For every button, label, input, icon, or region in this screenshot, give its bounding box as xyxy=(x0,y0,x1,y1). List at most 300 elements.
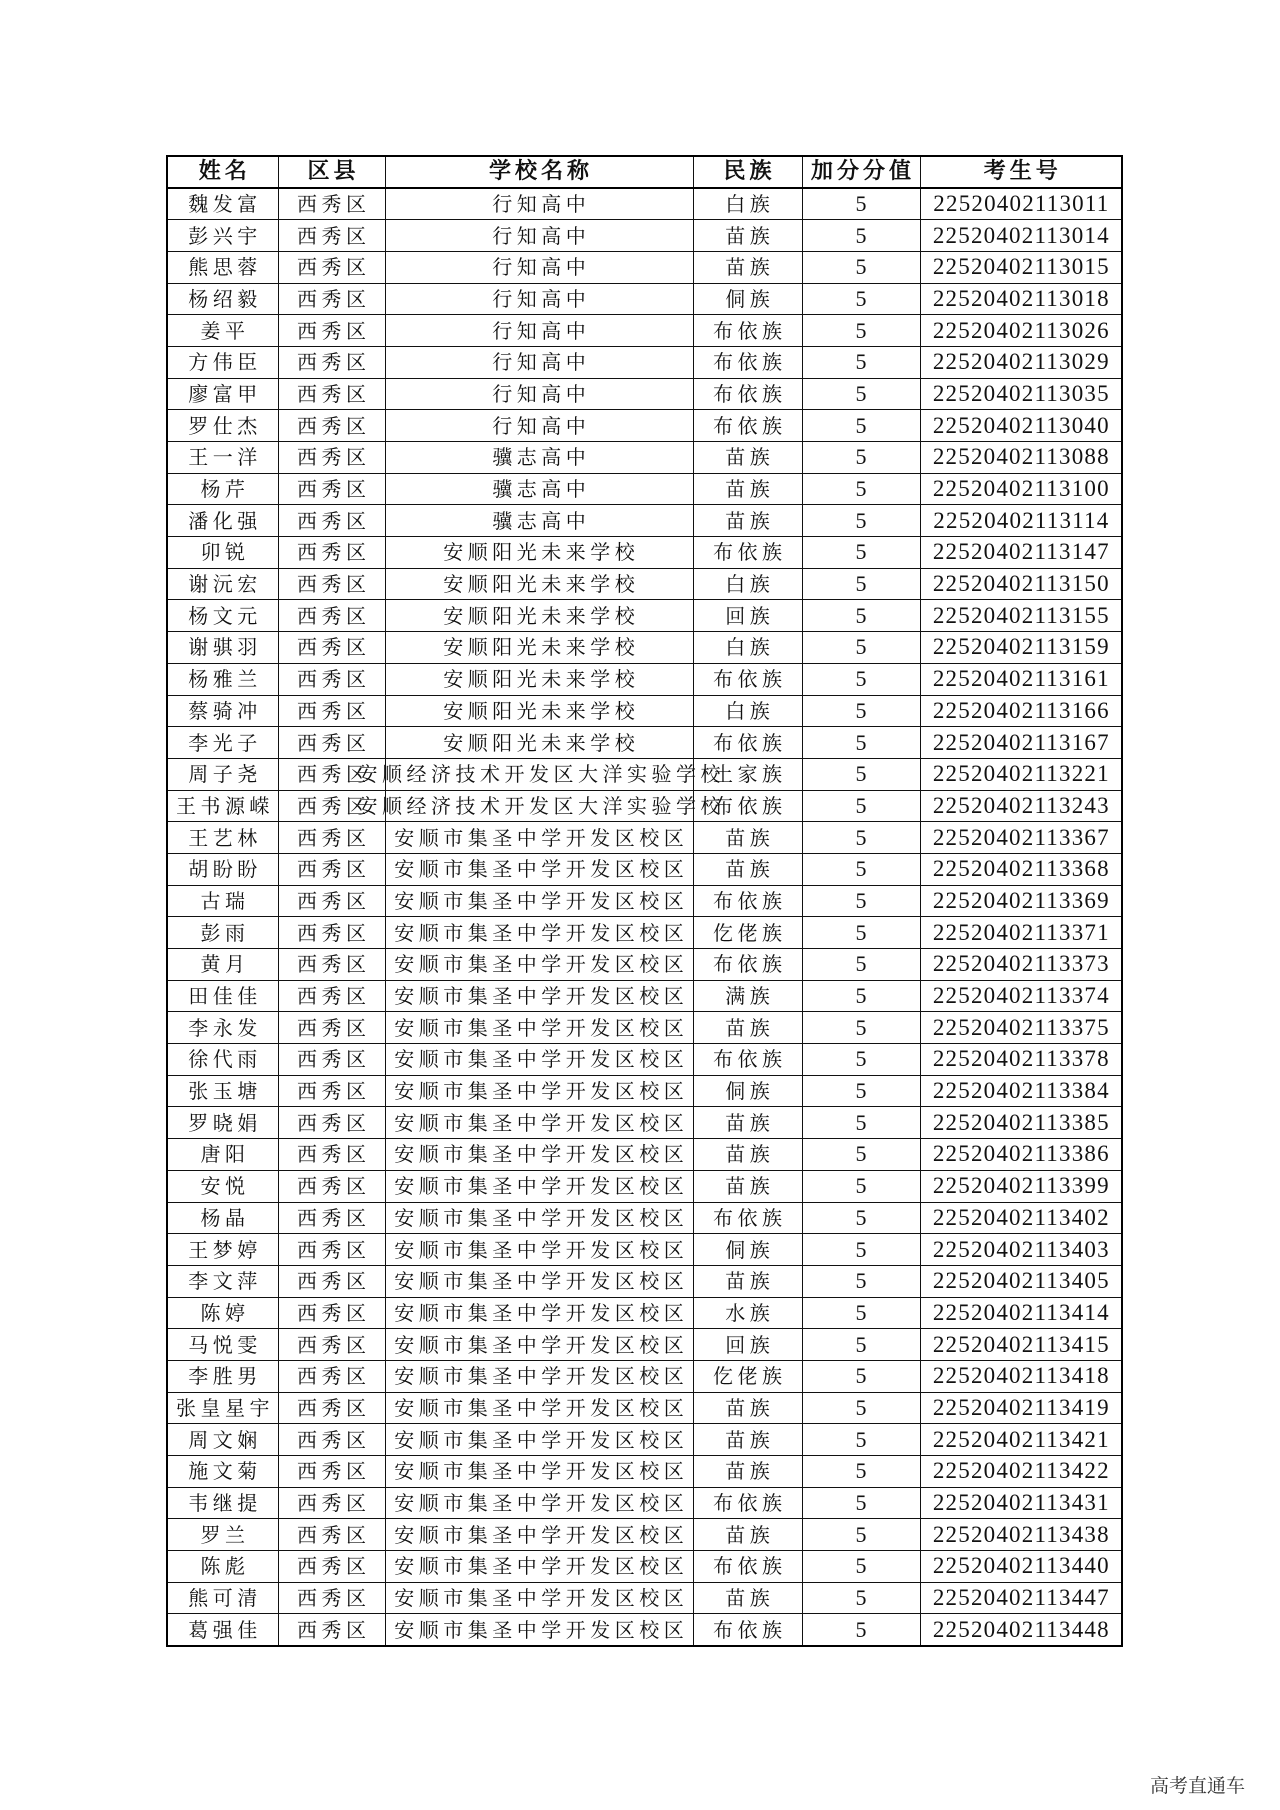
exam-number: 22520402113161 xyxy=(932,666,1110,692)
student-name: 古瑞 xyxy=(200,888,250,913)
school-name-cell xyxy=(385,1392,693,1424)
ethnicity-cell xyxy=(693,1170,802,1202)
county: 西秀区 xyxy=(297,1237,371,1262)
table-row xyxy=(167,1012,1122,1044)
county-cell xyxy=(278,1360,385,1392)
ethnicity: 水族 xyxy=(725,1300,775,1325)
student-name-cell xyxy=(167,378,278,410)
bonus-points: 5 xyxy=(855,1553,867,1579)
school-name-cell xyxy=(385,505,693,537)
school-name-cell xyxy=(385,885,693,917)
county: 西秀区 xyxy=(297,920,371,945)
county: 西秀区 xyxy=(297,1015,371,1040)
exam-number: 22520402113375 xyxy=(932,1014,1110,1040)
ethnicity-cell xyxy=(693,220,802,252)
ethnicity-cell xyxy=(693,283,802,315)
exam-number: 22520402113447 xyxy=(932,1585,1110,1611)
bonus-points: 5 xyxy=(855,1204,867,1230)
student-name-cell xyxy=(167,1234,278,1266)
ethnicity: 苗族 xyxy=(725,1395,775,1420)
county: 西秀区 xyxy=(297,192,371,217)
student-name: 熊可清 xyxy=(188,1586,262,1611)
header-name: 姓名 xyxy=(198,159,251,184)
county-cell xyxy=(278,1234,385,1266)
student-name-cell xyxy=(167,663,278,695)
table-row xyxy=(167,1202,1122,1234)
ethnicity: 回族 xyxy=(725,1332,775,1357)
school-name: 安顺市集圣中学开发区校区 xyxy=(394,888,689,913)
student-name: 黄月 xyxy=(200,952,250,977)
county-cell xyxy=(278,442,385,474)
ethnicity-cell xyxy=(693,980,802,1012)
ethnicity: 布依族 xyxy=(713,350,787,375)
exam-number-cell xyxy=(920,346,1122,378)
school-name-cell xyxy=(385,473,693,505)
school-name: 安顺市集圣中学开发区校区 xyxy=(394,1332,689,1357)
ethnicity: 布依族 xyxy=(713,667,787,692)
school-name: 安顺阳光未来学校 xyxy=(443,698,640,723)
bonus-points: 5 xyxy=(855,729,867,755)
student-name: 胡盼盼 xyxy=(188,857,262,882)
school-name: 安顺市集圣中学开发区校区 xyxy=(394,1047,689,1072)
exam-number: 22520402113026 xyxy=(932,317,1110,343)
bonus-points: 5 xyxy=(855,317,867,343)
school-name-cell xyxy=(385,1487,693,1519)
school-name: 安顺市集圣中学开发区校区 xyxy=(394,1617,689,1642)
ethnicity-cell xyxy=(693,853,802,885)
exam-number: 22520402113150 xyxy=(932,571,1110,597)
exam-number-cell xyxy=(920,1202,1122,1234)
table-row xyxy=(167,1297,1122,1329)
county-cell xyxy=(278,220,385,252)
exam-number-cell xyxy=(920,980,1122,1012)
exam-number-cell xyxy=(920,505,1122,537)
bonus-points-cell xyxy=(802,410,920,442)
student-name-cell xyxy=(167,1360,278,1392)
bonus-points: 5 xyxy=(855,444,867,470)
school-name-cell xyxy=(385,315,693,347)
student-name-cell xyxy=(167,1614,278,1646)
bonus-points-cell xyxy=(802,632,920,664)
county: 西秀区 xyxy=(297,318,371,343)
bonus-points: 5 xyxy=(855,1394,867,1420)
county-cell xyxy=(278,378,385,410)
school-name: 行知高中 xyxy=(492,350,591,375)
ethnicity-cell xyxy=(693,315,802,347)
bonus-points: 5 xyxy=(855,1268,867,1294)
bonus-points-cell xyxy=(802,1487,920,1519)
school-name-cell xyxy=(385,1519,693,1551)
student-name-cell xyxy=(167,188,278,220)
ethnicity-cell xyxy=(693,442,802,474)
ethnicity: 布依族 xyxy=(713,413,787,438)
school-name: 安顺市集圣中学开发区校区 xyxy=(394,1079,689,1104)
school-name: 行知高中 xyxy=(492,192,591,217)
student-name: 王梦婷 xyxy=(188,1237,262,1262)
bonus-points: 5 xyxy=(855,507,867,533)
ethnicity: 布依族 xyxy=(713,1491,787,1516)
ethnicity-cell xyxy=(693,1424,802,1456)
ethnicity-cell xyxy=(693,917,802,949)
exam-number: 22520402113167 xyxy=(932,729,1110,755)
bonus-points: 5 xyxy=(855,539,867,565)
table-row xyxy=(167,917,1122,949)
student-name-cell xyxy=(167,315,278,347)
county-cell xyxy=(278,1265,385,1297)
exam-number-cell xyxy=(920,442,1122,474)
table-row xyxy=(167,568,1122,600)
county-cell xyxy=(278,346,385,378)
school-name: 行知高中 xyxy=(492,223,591,248)
bonus-points-cell xyxy=(802,1582,920,1614)
table-row xyxy=(167,1582,1122,1614)
school-name-cell xyxy=(385,1044,693,1076)
bonus-points-cell xyxy=(802,1265,920,1297)
bonus-points-cell xyxy=(802,727,920,759)
table-row xyxy=(167,251,1122,283)
bonus-points-cell xyxy=(802,1044,920,1076)
student-name: 熊思蓉 xyxy=(188,255,262,280)
exam-number: 22520402113367 xyxy=(932,824,1110,850)
school-name: 安顺市集圣中学开发区校区 xyxy=(394,920,689,945)
student-name: 陈婷 xyxy=(200,1300,250,1325)
bonus-points-cell xyxy=(802,790,920,822)
school-name-cell xyxy=(385,1107,693,1139)
student-name-cell xyxy=(167,1456,278,1488)
school-name: 骥志高中 xyxy=(492,477,591,502)
student-name-cell xyxy=(167,1202,278,1234)
student-name: 姜平 xyxy=(200,318,250,343)
table-row xyxy=(167,980,1122,1012)
exam-number-cell xyxy=(920,1265,1122,1297)
student-name: 张皇星宇 xyxy=(176,1395,274,1420)
exam-number: 22520402113415 xyxy=(932,1331,1110,1357)
ethnicity-cell xyxy=(693,727,802,759)
bonus-points: 5 xyxy=(855,792,867,818)
student-name: 唐阳 xyxy=(200,1142,250,1167)
student-name: 徐代雨 xyxy=(188,1047,262,1072)
school-name: 安顺市集圣中学开发区校区 xyxy=(394,984,689,1009)
county-cell xyxy=(278,1044,385,1076)
bonus-points-cell xyxy=(802,885,920,917)
county: 西秀区 xyxy=(297,1459,371,1484)
student-name: 葛强佳 xyxy=(188,1617,262,1642)
county: 西秀区 xyxy=(297,730,371,755)
exam-number-cell xyxy=(920,473,1122,505)
county-cell xyxy=(278,505,385,537)
ethnicity-cell xyxy=(693,251,802,283)
ethnicity-cell xyxy=(693,1234,802,1266)
exam-number-cell xyxy=(920,1456,1122,1488)
county-cell xyxy=(278,853,385,885)
county: 西秀区 xyxy=(297,1174,371,1199)
table-row xyxy=(167,632,1122,664)
ethnicity-cell xyxy=(693,473,802,505)
ethnicity-cell xyxy=(693,949,802,981)
table-row xyxy=(167,505,1122,537)
exam-number: 22520402113166 xyxy=(932,697,1110,723)
ethnicity: 苗族 xyxy=(725,255,775,280)
school-name-cell xyxy=(385,1234,693,1266)
bonus-points: 5 xyxy=(855,254,867,280)
table-row xyxy=(167,410,1122,442)
exam-number-cell xyxy=(920,822,1122,854)
header-ethnicity: 民族 xyxy=(723,159,776,184)
county: 西秀区 xyxy=(297,635,371,660)
ethnicity-cell xyxy=(693,1329,802,1361)
table-row xyxy=(167,790,1122,822)
county-cell xyxy=(278,885,385,917)
table-header xyxy=(167,156,1122,188)
exam-number: 22520402113440 xyxy=(932,1553,1110,1579)
header-exam-number: 考生号 xyxy=(983,159,1062,184)
bonus-points-cell xyxy=(802,1297,920,1329)
bonus-points: 5 xyxy=(855,1014,867,1040)
ethnicity-cell xyxy=(693,1487,802,1519)
county-cell xyxy=(278,315,385,347)
bonus-points: 5 xyxy=(855,761,867,787)
ethnicity-cell xyxy=(693,600,802,632)
ethnicity-cell xyxy=(693,632,802,664)
exam-number-cell xyxy=(920,1424,1122,1456)
school-name: 行知高中 xyxy=(492,286,591,311)
table-row xyxy=(167,1456,1122,1488)
county-cell xyxy=(278,1107,385,1139)
school-name-cell xyxy=(385,1582,693,1614)
school-name-cell xyxy=(385,1202,693,1234)
county: 西秀区 xyxy=(297,793,371,818)
exam-number-cell xyxy=(920,1139,1122,1171)
student-name: 彭雨 xyxy=(200,920,250,945)
exam-number: 22520402113405 xyxy=(932,1268,1110,1294)
student-name-cell xyxy=(167,853,278,885)
exam-number: 22520402113369 xyxy=(932,887,1110,913)
school-name: 安顺经济技术开发区大洋实验学校 xyxy=(357,793,725,818)
school-name: 安顺阳光未来学校 xyxy=(443,667,640,692)
exam-number: 22520402113384 xyxy=(932,1078,1110,1104)
ethnicity: 苗族 xyxy=(725,223,775,248)
ethnicity: 白族 xyxy=(725,698,775,723)
exam-number-cell xyxy=(920,790,1122,822)
student-name-cell xyxy=(167,442,278,474)
school-name-cell xyxy=(385,220,693,252)
ethnicity-cell xyxy=(693,410,802,442)
ethnicity: 侗族 xyxy=(725,1237,775,1262)
exam-number: 22520402113419 xyxy=(932,1394,1110,1420)
table-row xyxy=(167,1139,1122,1171)
student-name: 罗兰 xyxy=(200,1522,250,1547)
bonus-points-cell xyxy=(802,695,920,727)
student-name-cell xyxy=(167,251,278,283)
bonus-points-cell xyxy=(802,1107,920,1139)
ethnicity-cell xyxy=(693,1456,802,1488)
county: 西秀区 xyxy=(297,508,371,533)
county: 西秀区 xyxy=(297,1586,371,1611)
ethnicity-cell xyxy=(693,1360,802,1392)
ethnicity: 布依族 xyxy=(713,730,787,755)
student-name: 李胜男 xyxy=(188,1364,262,1389)
ethnicity-cell xyxy=(693,663,802,695)
county-cell xyxy=(278,822,385,854)
student-name: 李文萍 xyxy=(188,1269,262,1294)
school-name: 安顺市集圣中学开发区校区 xyxy=(394,1364,689,1389)
student-name-cell xyxy=(167,600,278,632)
ethnicity-cell xyxy=(693,1265,802,1297)
bonus-points-cell xyxy=(802,537,920,569)
student-name-cell xyxy=(167,727,278,759)
ethnicity-cell xyxy=(693,537,802,569)
bonus-points: 5 xyxy=(855,1426,867,1452)
school-name: 安顺市集圣中学开发区校区 xyxy=(394,825,689,850)
bonus-points-cell xyxy=(802,1075,920,1107)
ethnicity-cell xyxy=(693,1075,802,1107)
school-name: 安顺市集圣中学开发区校区 xyxy=(394,1015,689,1040)
school-name: 安顺市集圣中学开发区校区 xyxy=(394,1300,689,1325)
school-name-cell xyxy=(385,283,693,315)
bonus-points-cell xyxy=(802,949,920,981)
county: 西秀区 xyxy=(297,1300,371,1325)
county: 西秀区 xyxy=(297,255,371,280)
school-name: 安顺市集圣中学开发区校区 xyxy=(394,1237,689,1262)
table-row xyxy=(167,473,1122,505)
county-cell xyxy=(278,600,385,632)
school-name: 安顺市集圣中学开发区校区 xyxy=(394,952,689,977)
ethnicity-cell xyxy=(693,1297,802,1329)
exam-number-cell xyxy=(920,885,1122,917)
table-row xyxy=(167,1329,1122,1361)
student-name: 王艺林 xyxy=(188,825,262,850)
ethnicity-cell xyxy=(693,1582,802,1614)
student-name-cell xyxy=(167,1392,278,1424)
exam-number: 22520402113371 xyxy=(932,919,1110,945)
county: 西秀区 xyxy=(297,1079,371,1104)
school-name: 安顺市集圣中学开发区校区 xyxy=(394,1491,689,1516)
county: 西秀区 xyxy=(297,1554,371,1579)
bonus-points-cell xyxy=(802,1392,920,1424)
table-row xyxy=(167,1075,1122,1107)
county: 西秀区 xyxy=(297,888,371,913)
ethnicity: 苗族 xyxy=(725,825,775,850)
county-cell xyxy=(278,1424,385,1456)
bonus-points-cell xyxy=(802,315,920,347)
table-row xyxy=(167,283,1122,315)
student-name: 彭兴宇 xyxy=(188,223,262,248)
exam-number-cell xyxy=(920,1519,1122,1551)
county-cell xyxy=(278,727,385,759)
exam-number: 22520402113114 xyxy=(933,507,1110,533)
county-cell xyxy=(278,283,385,315)
table-row xyxy=(167,1392,1122,1424)
ethnicity: 苗族 xyxy=(725,477,775,502)
exam-number-cell xyxy=(920,949,1122,981)
student-name: 廖富甲 xyxy=(188,381,262,406)
bonus-points: 5 xyxy=(855,1109,867,1135)
header-row xyxy=(167,156,1122,188)
ethnicity: 苗族 xyxy=(725,1110,775,1135)
school-name-cell xyxy=(385,346,693,378)
student-name-cell xyxy=(167,1329,278,1361)
exam-number-cell xyxy=(920,283,1122,315)
student-name: 李永发 xyxy=(188,1015,262,1040)
exam-number-cell xyxy=(920,1170,1122,1202)
ethnicity: 苗族 xyxy=(725,508,775,533)
exam-number: 22520402113040 xyxy=(932,412,1110,438)
exam-number-cell xyxy=(920,1360,1122,1392)
ethnicity: 布依族 xyxy=(713,540,787,565)
school-name-cell xyxy=(385,1139,693,1171)
ethnicity-cell xyxy=(693,1392,802,1424)
student-name-cell xyxy=(167,1012,278,1044)
county: 西秀区 xyxy=(297,984,371,1009)
school-name: 安顺市集圣中学开发区校区 xyxy=(394,1395,689,1420)
ethnicity: 白族 xyxy=(725,635,775,660)
county-cell xyxy=(278,188,385,220)
bonus-points: 5 xyxy=(855,1141,867,1167)
school-name-cell xyxy=(385,1456,693,1488)
ethnicity: 侗族 xyxy=(725,1079,775,1104)
bonus-points: 5 xyxy=(855,887,867,913)
county: 西秀区 xyxy=(297,572,371,597)
bonus-points: 5 xyxy=(855,1490,867,1516)
school-name: 安顺阳光未来学校 xyxy=(443,540,640,565)
school-name: 安顺市集圣中学开发区校区 xyxy=(394,1459,689,1484)
student-name-cell xyxy=(167,1551,278,1583)
county: 西秀区 xyxy=(297,952,371,977)
ethnicity-cell xyxy=(693,378,802,410)
bonus-points: 5 xyxy=(855,824,867,850)
ethnicity-cell xyxy=(693,505,802,537)
student-name: 谢骐羽 xyxy=(188,635,262,660)
bonus-points: 5 xyxy=(855,919,867,945)
school-name-cell xyxy=(385,1265,693,1297)
bonus-points: 5 xyxy=(855,191,867,217)
student-name-cell xyxy=(167,1487,278,1519)
table-row xyxy=(167,1107,1122,1139)
ethnicity-cell xyxy=(693,1519,802,1551)
bonus-points: 5 xyxy=(855,856,867,882)
table-body xyxy=(167,188,1122,1646)
exam-number: 22520402113035 xyxy=(932,380,1110,406)
exam-number-cell xyxy=(920,1234,1122,1266)
county-cell xyxy=(278,1519,385,1551)
table-row xyxy=(167,822,1122,854)
bonus-points: 5 xyxy=(855,1363,867,1389)
student-name-cell xyxy=(167,980,278,1012)
ethnicity-cell xyxy=(693,1012,802,1044)
student-name-cell xyxy=(167,949,278,981)
header-exam-number-cell xyxy=(920,156,1122,188)
exam-number-cell xyxy=(920,1551,1122,1583)
bonus-points-cell xyxy=(802,853,920,885)
student-name: 马悦雯 xyxy=(188,1332,262,1357)
ethnicity: 回族 xyxy=(725,603,775,628)
student-name: 杨绍毅 xyxy=(188,286,262,311)
student-name-cell xyxy=(167,1107,278,1139)
county-cell xyxy=(278,1202,385,1234)
student-name: 杨晶 xyxy=(200,1205,250,1230)
ethnicity-cell xyxy=(693,1202,802,1234)
bonus-points-cell xyxy=(802,917,920,949)
ethnicity: 布依族 xyxy=(713,381,787,406)
exam-number: 22520402113015 xyxy=(932,254,1110,280)
student-name: 杨芹 xyxy=(200,477,250,502)
county: 西秀区 xyxy=(297,413,371,438)
ethnicity: 苗族 xyxy=(725,1142,775,1167)
exam-number-cell xyxy=(920,1329,1122,1361)
school-name: 安顺市集圣中学开发区校区 xyxy=(394,1205,689,1230)
table-row xyxy=(167,758,1122,790)
county: 西秀区 xyxy=(297,1269,371,1294)
